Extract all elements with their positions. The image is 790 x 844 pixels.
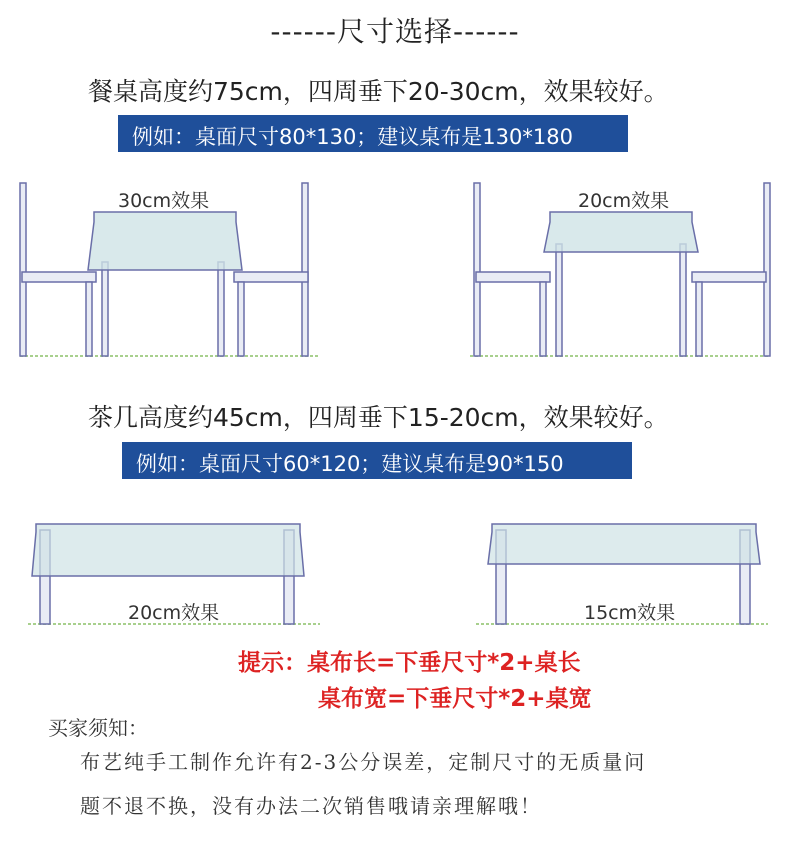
dining-right-label: 20cm效果 <box>578 190 670 212</box>
notice-heading: 买家须知： <box>48 716 148 740</box>
dining-example-banner: 例如：桌面尺寸80*130；建议桌布是130*180 <box>118 115 628 152</box>
tip-length-formula: 提示：桌布长=下垂尺寸*2+桌长 <box>238 650 581 676</box>
notice-line-1: 布艺纯手工制作允许有2-3公分误差，定制尺寸的无质量问 <box>80 750 647 774</box>
dining-left-label: 30cm效果 <box>118 190 210 212</box>
coffee-right-label: 15cm效果 <box>584 602 676 624</box>
dining-description: 餐桌高度约75cm，四周垂下20-30cm，效果较好。 <box>88 77 669 106</box>
tip-width-formula: 桌布宽=下垂尺寸*2+桌宽 <box>318 686 592 712</box>
coffee-left-label: 20cm效果 <box>128 602 220 624</box>
page-title: ------尺寸选择------ <box>270 15 520 48</box>
coffee-example-banner: 例如：桌面尺寸60*120；建议桌布是90*150 <box>122 442 632 479</box>
notice-line-2: 题不退不换，没有办法二次销售哦请亲理解哦！ <box>80 794 542 818</box>
coffee-description: 茶几高度约45cm，四周垂下15-20cm，效果较好。 <box>88 403 669 432</box>
